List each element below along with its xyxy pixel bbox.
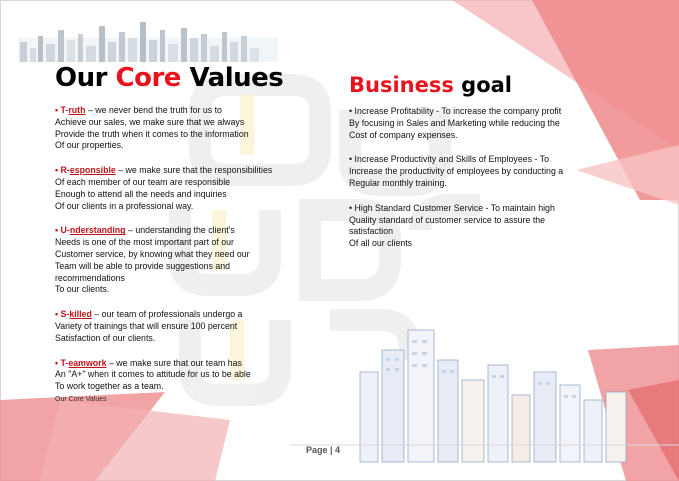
- core-values-footnote: Our Core Values: [55, 396, 107, 403]
- core-values-heading: Our Core Values: [55, 63, 284, 93]
- business-goals-list: [349, 106, 589, 263]
- goal-productivity: • Increase Productivity and Skills of Employees - To Increase the productivity of employees by conducting a Regular monthly training.: [349, 154, 564, 188]
- business-goal-heading: Business goal: [349, 73, 512, 97]
- core-value-teamwork: • T-eamwork – we make sure that our team has An "A+" when it comes to attitude for us to be able To work together as a team.: [55, 357, 251, 392]
- core-value-understanding: • U-nderstanding – understanding the client's Needs is one of the most important part of our Customer service, by knowing what they need our Team will be able to provide suggestions and recommendations To our clients.: [55, 225, 250, 295]
- core-value-truth: • T-ruth – we never bend the truth for us to Achieve our sales, we make sure that we always Provide the truth when it comes to the information Of our properties.: [55, 105, 249, 151]
- core-value-responsible: • R-esponsible – we make sure that the responsibilities Of each member of our team are responsible Enough to attend all the needs and inquiries Of our clients in a professional way.: [55, 165, 273, 211]
- page-number: Page | 4: [306, 445, 341, 455]
- goal-profitability: • Increase Profitability - To increase the company profit By focusing in Sales and Marketing while reducing the Cost of company expenses.: [349, 106, 562, 140]
- core-values-list: [55, 105, 345, 406]
- city-illustration: [360, 330, 626, 462]
- core-value-skilled: • S-killed – our team of professionals undergo a Variety of trainings that will ensure 100 percent Satisfaction of our clients.: [55, 309, 243, 343]
- skyline-photo: [18, 22, 278, 62]
- goal-customer-service: • High Standard Customer Service - To maintain high Quality standard of customer service to assure the satisfaction Of all our clients: [349, 202, 555, 249]
